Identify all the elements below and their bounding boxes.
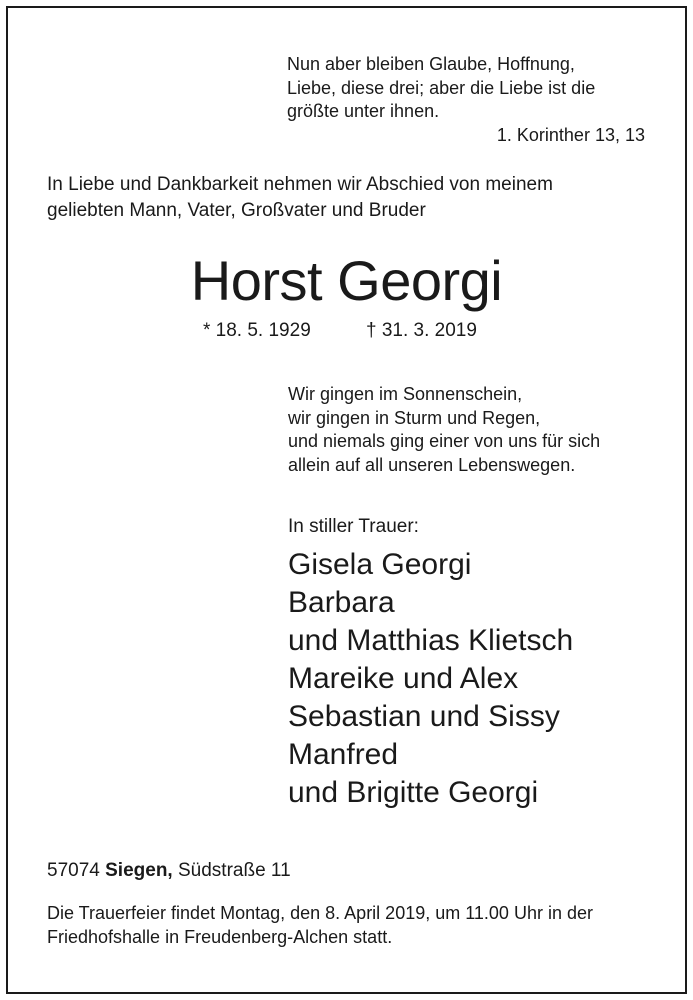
- verse-line: Nun aber bleiben Glaube, Hoffnung,: [287, 54, 575, 74]
- poem-line: Wir gingen im Sonnenschein,: [288, 384, 523, 404]
- ceremony-info: [47, 902, 667, 949]
- bible-verse: [287, 53, 647, 147]
- address: [47, 858, 291, 884]
- verse-line: größte unter ihnen.: [287, 101, 440, 121]
- verse-line: Liebe, diese drei; aber die Liebe ist die: [287, 77, 596, 98]
- mourner-name: und Brigitte Georgi: [288, 776, 539, 809]
- mourner-name: Gisela Georgi: [288, 548, 472, 581]
- poem-line: und niemals ging einer von uns für sich: [288, 431, 601, 451]
- address-city: Siegen,: [105, 860, 173, 881]
- poem-line: wir gingen in Sturm und Regen,: [288, 407, 541, 428]
- mourner-name: Mareike und Alex: [288, 662, 519, 695]
- poem-line: allein auf all unseren Lebenswegen.: [288, 454, 576, 475]
- address-postcode: 57074: [47, 860, 100, 881]
- verse-reference: 1. Korinther 13, 13: [496, 124, 645, 145]
- poem: [288, 383, 668, 477]
- mourner-name: Manfred: [288, 738, 399, 771]
- mourning-label: In stiller Trauer:: [288, 516, 419, 537]
- birth-date: * 18. 5. 1929: [203, 320, 311, 341]
- intro-line: In Liebe und Dankbarkeit nehmen wir Abschied von meinem: [47, 174, 553, 195]
- intro-text: [47, 172, 667, 224]
- notice-border: [6, 6, 687, 994]
- death-date: † 31. 3. 2019: [366, 320, 477, 341]
- ceremony-line: Die Trauerfeier findet Montag, den 8. April 2019, um 11.00 Uhr in der: [47, 903, 593, 923]
- deceased-name: Horst Georgi: [190, 249, 503, 312]
- ceremony-line: Friedhofshalle in Freudenberg-Alchen statt.: [47, 926, 393, 947]
- intro-line: geliebten Mann, Vater, Großvater und Bruder: [47, 200, 426, 221]
- mourners-list: [288, 546, 678, 812]
- mourner-name: Barbara: [288, 586, 395, 619]
- mourner-name: und Matthias Klietsch: [288, 624, 574, 657]
- mourner-name: Sebastian und Sissy: [288, 700, 560, 733]
- address-street: Südstraße 11: [177, 860, 291, 881]
